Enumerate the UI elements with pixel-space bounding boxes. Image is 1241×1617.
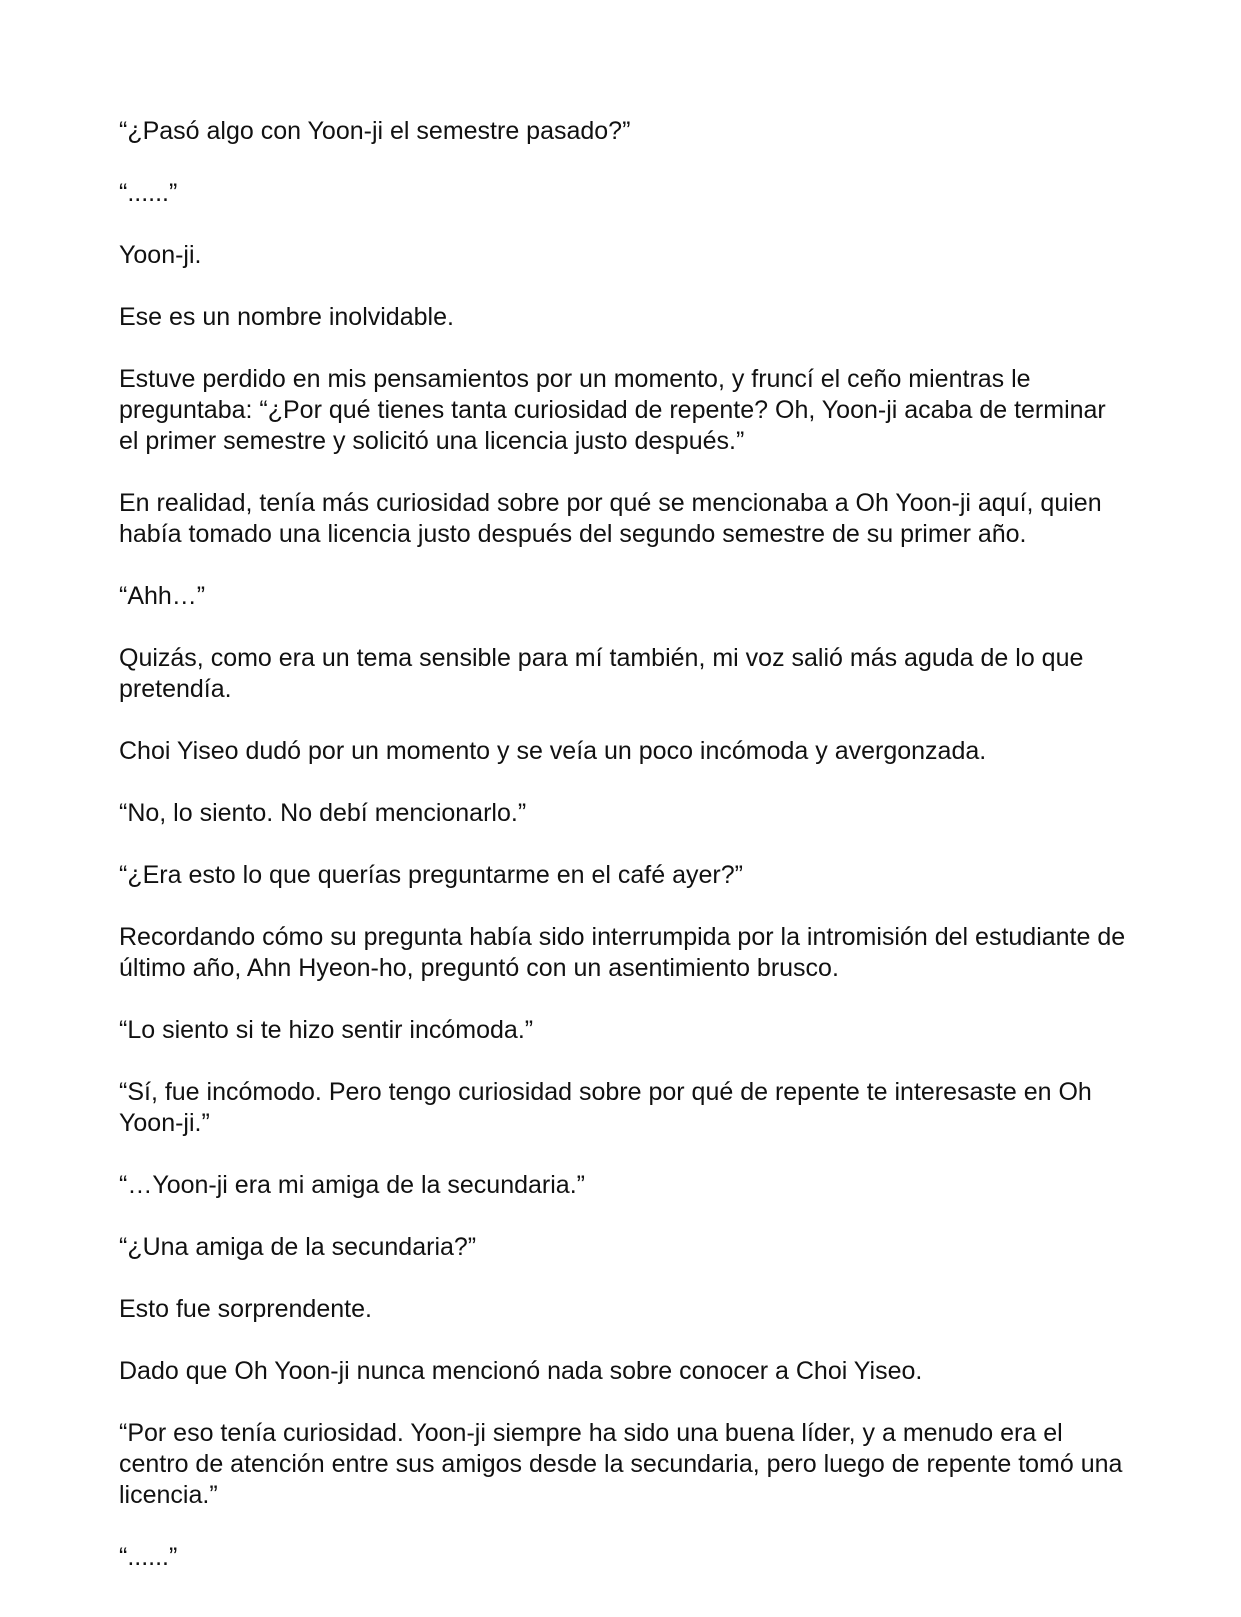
paragraph: En realidad, tenía más curiosidad sobre por qué se mencionaba a Oh Yoon-ji aquí, quien había tomado una licencia justo después del segundo semestre de su primer año.: [119, 489, 1102, 548]
paragraph: “Sí, fue incómodo. Pero tengo curiosidad sobre por qué de repente te interesaste en Oh Yoon-ji.”: [119, 1078, 1092, 1137]
paragraph: Estuve perdido en mis pensamientos por un momento, y fruncí el ceño mientras le preguntaba: “¿Por qué tienes tanta curiosidad de repente? Oh, Yoon-ji acaba de terminar el primer semestre y solicitó una licencia justo después.”: [119, 365, 1106, 455]
paragraph: “Por eso tenía curiosidad. Yoon-ji siempre ha sido una buena líder, y a menudo era el centro de atención entre sus amigos desde la secundaria, pero luego de repente tomó una licencia.”: [119, 1419, 1123, 1509]
paragraph: “......”: [119, 179, 178, 207]
paragraph: Esto fue sorprendente.: [119, 1295, 372, 1323]
paragraph: “¿Una amiga de la secundaria?”: [119, 1233, 477, 1261]
paragraph: “Lo siento si te hizo sentir incómoda.”: [119, 1016, 534, 1044]
paragraph: “…Yoon-ji era mi amiga de la secundaria.”: [119, 1171, 585, 1199]
paragraph: Recordando cómo su pregunta había sido interrumpida por la intromisión del estudiante de último año, Ahn Hyeon-ho, preguntó con un asentimiento brusco.: [119, 923, 1126, 982]
paragraph: Dado que Oh Yoon-ji nunca mencionó nada sobre conocer a Choi Yiseo.: [119, 1357, 923, 1385]
paragraph: “No, lo siento. No debí mencionarlo.”: [119, 799, 527, 827]
paragraph: Yoon-ji.: [119, 241, 202, 269]
paragraph: “¿Pasó algo con Yoon-ji el semestre pasado?”: [119, 117, 631, 145]
paragraph: Quizás, como era un tema sensible para mí también, mi voz salió más aguda de lo que pretendía.: [119, 644, 1084, 703]
paragraph: “Ahh…”: [119, 582, 206, 610]
paragraph: Ese es un nombre inolvidable.: [119, 303, 454, 331]
paragraph: “¿Era esto lo que querías preguntarme en el café ayer?”: [119, 861, 743, 889]
paragraph: Choi Yiseo dudó por un momento y se veía un poco incómoda y avergonzada.: [119, 737, 987, 765]
document-body: [119, 116, 1129, 1604]
paragraph: “......”: [119, 1543, 178, 1571]
